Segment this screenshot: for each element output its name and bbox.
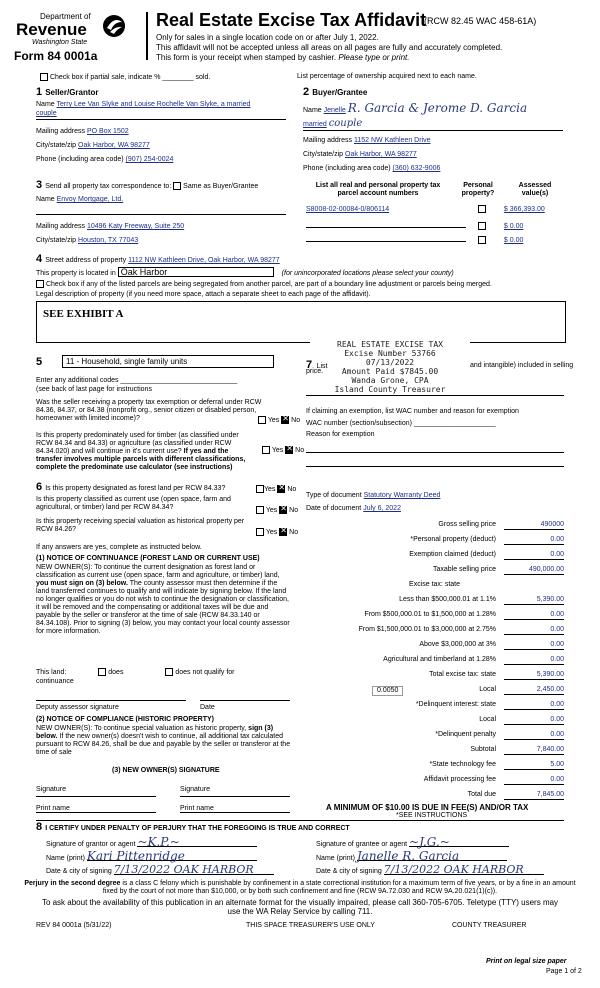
personal-property-checkbox-3[interactable] (478, 236, 486, 244)
gross-selling-price[interactable]: 490000 (504, 521, 564, 530)
buyer-city[interactable]: Oak Harbor, WA 98277 (345, 151, 417, 158)
parcels-col2: Personal property? (461, 182, 495, 197)
buyer-mailing-row: Mailing address 1152 NW Kathleen Drive (303, 137, 431, 144)
s6q1-no-checkbox[interactable] (277, 485, 285, 493)
tax-label: Subtotal (470, 746, 496, 753)
doc-type-row: Type of document Statutory Warranty Deed (306, 492, 441, 499)
parcels-col3: Assessed value(s) (518, 182, 552, 197)
buyer-married[interactable]: married (303, 121, 327, 128)
tax-bracket-1[interactable]: 5,390.00 (504, 596, 564, 605)
local-tax[interactable]: 2,450.00 (504, 686, 564, 695)
wac-row: WAC number (section/subsection) _____________________ (306, 420, 496, 427)
location-select[interactable]: Oak Harbor (118, 267, 274, 277)
grantee-date-city[interactable]: 7/13/2022 OAK HARBOR (384, 866, 544, 875)
property-street[interactable]: 1112 NW Kathleen Drive, Oak Harbor, WA 98277 (128, 257, 280, 264)
legal-description-box[interactable] (36, 301, 566, 343)
buyer-name-typed[interactable]: Jenelle (323, 107, 346, 114)
grantor-date-city[interactable]: 7/13/2022 OAK HARBOR (114, 866, 274, 875)
section3-heading: 3 Send all property tax correspondence to: Same as Buyer/Grantee (36, 179, 259, 191)
total-due[interactable]: 7,845.00 (504, 791, 564, 800)
delinquent-interest-local[interactable]: 0.00 (504, 716, 564, 725)
form-number: Form 84 0001a (14, 49, 98, 63)
tax-label: Total due (467, 791, 496, 798)
historic-question: Is this property receiving special valuation as historical property per RCW 84.26? (36, 518, 245, 533)
buyer-name-row: Name Jenelle R. Garcia & Jerome D. Garcia (303, 101, 528, 115)
stamp-line4: Amount Paid $7845.00 (341, 367, 439, 376)
deputy-sig-label: Deputy assessor signature (36, 704, 119, 711)
same-as-buyer-checkbox[interactable] (173, 182, 181, 190)
q2-yes-no: Yes ✕ No (262, 446, 304, 455)
seller-phone[interactable]: (907) 254-0024 (125, 156, 174, 163)
buyer-mailing[interactable]: 1152 NW Kathleen Drive (353, 137, 431, 144)
seller-mailing[interactable]: PO Box 1502 (86, 128, 129, 135)
section3-city-row: City/state/zip Houston, TX 77043 (36, 237, 139, 244)
parcel-row (306, 205, 568, 214)
see-instructions: *SEE INSTRUCTIONS (396, 812, 468, 819)
personal-property-checkbox-1[interactable] (478, 205, 486, 213)
answers-note: If any answers are yes, complete as instructed below. (36, 544, 202, 551)
parcels-col1: List all real and personal property tax parcel account numbers (315, 182, 441, 197)
grantee-date-row: Date & city of signing 7/13/2022 OAK HARBOR (316, 866, 544, 876)
new-owner-print-label-1: Print name (36, 805, 70, 812)
s6q1-yes-checkbox[interactable] (256, 485, 264, 493)
section5-number: 5 (36, 356, 43, 368)
s6q2-no-checkbox[interactable] (279, 506, 287, 514)
seller-mailing-row: Mailing address PO Box 1502 (36, 128, 129, 135)
tax-label: Above $3,000,000 at 3% (419, 641, 496, 648)
buyer-city-row: City/state/zip Oak Harbor, WA 98277 (303, 151, 417, 158)
tax-label: From $500,000.01 to $1,500,000 at 1.28% (364, 611, 496, 618)
stamp-line2: Excise Number 53766 (344, 349, 436, 358)
alternate-format: To ask about the availability of this publication in an alternate format for the visually impaired, please call 360-705-6705. Teletype (TTY) users may use the WA Relay Service by calling 711. (41, 898, 559, 916)
forest-question: 6 Is this property designated as forest land per RCW 84.33? (36, 481, 226, 493)
seller-heading: 1 Seller/Grantor (36, 86, 99, 98)
segregated-checkbox[interactable] (36, 280, 44, 288)
q1-no-checkbox[interactable] (281, 416, 289, 424)
street-row: 4 Street address of property 1112 NW Kathleen Drive, Oak Harbor, WA 98277 (36, 253, 280, 265)
tax-label: Local (479, 716, 496, 723)
total-state-tax[interactable]: 5,390.00 (504, 671, 564, 680)
perjury-notice: Perjury in the second degree is a class C felony which is punishable by confinement in a state correctional institution for a maximum term of five years, or by a fine in an amount fixed by the court of not more than $10,000, or by both such confinement and fine (RCW 9A.72.030 and RCW 9A.20.021(1)(c)). (24, 880, 576, 895)
additional-codes-label: Enter any additional codes ______________________________ (36, 377, 238, 384)
header-divider (146, 12, 148, 60)
does-not-checkbox[interactable] (165, 668, 173, 676)
buyer-heading: 2 Buyer/Grantee (303, 86, 368, 98)
grantee-sig-row: Signature of grantee or agent ~J.G.~ (316, 838, 509, 849)
county-treasurer: COUNTY TREASURER (452, 922, 527, 929)
seller-phone-row: Phone (including area code) (907) 254-0024 (36, 156, 174, 163)
grantor-name-row: Name (print) Kari Pittenridge (46, 852, 257, 863)
new-owner-sig-label-1: Signature (36, 786, 66, 793)
tax-label: Total excise tax: state (429, 671, 496, 678)
s6q3-yes-no: Yes ✕ No (256, 528, 298, 537)
seller-name-line2[interactable]: couple (36, 110, 57, 117)
assessed-value-2[interactable]: $ 0.00 (503, 223, 524, 230)
state-technology-fee[interactable]: 5.00 (504, 761, 564, 770)
notice1-text: NEW OWNER(S): To continue the current designation as forest land or classification as current use (open space, farm and agriculture, or timber) land, you must sign on (3) below. The county assessor must then determine if the land transferred continues to qualify and will indicate by signing below. If the land no longer qualifies or you do not wish to continue the designation or classification, it will be removed and the compensating or additional taxes will be due and payable by the seller or transferor at the time of sale (RCW 84.33.140 or 84.34.108). Prior to signing (3) below, you may contact your local county assessor for more information. (36, 564, 290, 635)
exemption-label: If claiming an exemption, list WAC number and reason for exemption (306, 408, 519, 415)
notice1-title: (1) NOTICE OF CONTINUANCE (FOREST LAND OR CURRENT USE) (36, 555, 260, 562)
seller-city-row: City/state/zip Oak Harbor, WA 98277 (36, 142, 150, 149)
assessed-value-3[interactable]: $ 0.00 (503, 237, 524, 244)
use-code-select[interactable]: 11 - Household, single family units (62, 355, 274, 368)
agricultural-tax[interactable]: 0.00 (504, 656, 564, 665)
minimum-due: A MINIMUM OF $10.00 IS DUE IN FEE(S) AND/OR TAX (326, 803, 529, 812)
section3-name-row: Name Envoy Mortgage, Ltd. (36, 196, 124, 203)
tax-bracket-4[interactable]: 0.00 (504, 641, 564, 650)
taxable-selling-price[interactable]: 490,000.00 (504, 566, 564, 575)
tax-label: *Delinquent interest: state (415, 701, 496, 708)
grantor-sig-row: Signature of grantor or agent ~K.P.~ (46, 838, 257, 849)
new-owner-print-label-2: Print name (180, 805, 214, 812)
treasurer-stamp (310, 340, 470, 394)
tax-label: *Delinquent penalty (435, 731, 496, 738)
exemption-claimed[interactable]: 0.00 (504, 551, 564, 560)
does-checkbox[interactable] (98, 668, 106, 676)
buyer-phone-row: Phone (including area code) (360) 632-9006 (303, 165, 441, 172)
s6q2-yes-no: Yes ✕ No (256, 506, 298, 515)
s6q2-yes-checkbox[interactable] (256, 506, 264, 514)
grantor-signature[interactable]: ~K.P.~ (137, 838, 257, 847)
new-owner-sig-label-2: Signature (180, 786, 210, 793)
legal-description-text: SEE EXHIBIT A (43, 308, 124, 320)
grantor-print-name[interactable]: Kari Pittenridge (87, 852, 257, 861)
current-use-question: Is this property classified as current use (open space, farm and agricultural, or timber) land per RCW 84.34? (36, 496, 231, 511)
form-statute: (RCW 82.45 WAC 458-61A) (424, 16, 537, 26)
stamp-line1: REAL ESTATE EXCISE TAX (337, 340, 443, 349)
section3-name[interactable]: Envoy Mortgage, Ltd. (56, 196, 124, 203)
buyer-couple-handwritten[interactable]: couple (328, 118, 363, 129)
tax-label: Less than $500,000.01 at 1.1% (399, 596, 496, 603)
tax-label: *Personal property (deduct) (410, 536, 496, 543)
parcel-number-2[interactable] (306, 219, 466, 228)
notice2-title: (2) NOTICE OF COMPLIANCE (HISTORIC PROPERTY) (36, 716, 214, 723)
section3-mailing-row: Mailing address 10496 Katy Freeway, Suite 250 (36, 223, 185, 230)
stamp-line3: 07/13/2022 (365, 358, 415, 367)
personal-property-deduct[interactable]: 0.00 (504, 536, 564, 545)
parcel-row (306, 233, 568, 245)
tax-label: Agricultural and timberland at 1.28% (383, 656, 496, 663)
notice3-title: (3) NEW OWNER(S) SIGNATURE (112, 767, 220, 774)
print-legal: Print on legal size paper (486, 958, 567, 965)
notice2-text: NEW OWNER(S): To continue special valuation as historic property, sign (3) below. If the new owner(s) doesn't wish to continue, all additional tax calculated pursuant to RCW 84.26, shall be due and payable by the seller or transferor at the time of sale (36, 725, 291, 756)
grantee-name-row: Name (print) Janelle R. Garcia (316, 852, 507, 863)
tax-label: Affidavit processing fee (423, 776, 496, 783)
tax-label: Taxable selling price (432, 566, 496, 573)
dept-line2: Revenue (16, 20, 87, 39)
section3-city[interactable]: Houston, TX 77043 (78, 237, 139, 244)
rev-number: REV 84 0001a (5/31/22) (36, 922, 112, 929)
tax-label: Local (479, 686, 496, 693)
section7-text: and intangible) included in selling (470, 362, 574, 369)
doc-type[interactable]: Statutory Warranty Deed (363, 492, 441, 499)
subtotal[interactable]: 7,840.00 (504, 746, 564, 755)
ownership-note: List percentage of ownership acquired next to each name. (297, 73, 477, 80)
buyer-phone[interactable]: (360) 632-9006 (392, 165, 441, 172)
s6q1-yes-no: Yes ✕ No (256, 485, 296, 494)
doc-date[interactable]: July 6, 2022 (363, 505, 401, 512)
deputy-date-label: Date (200, 704, 215, 711)
parcel-number-1[interactable]: S8008-02-00084-0/806114 (306, 205, 390, 213)
dept-line1: Department of (40, 12, 91, 21)
reason-label: Reason for exemption (306, 431, 375, 438)
stamp-line6: Island County Treasurer (334, 385, 446, 394)
located-row: This property is located in Oak Harbor (for unincorporated locations please select your county) (36, 267, 454, 277)
tax-bracket-2[interactable]: 0.00 (504, 611, 564, 620)
legal-description-label: Legal description of property (if you need more space, attach a separate sheet to each page of the affidavit). (36, 291, 371, 298)
logo-swirl-icon (102, 14, 126, 38)
q1-yes-checkbox[interactable] (258, 416, 266, 424)
tax-label: Excise tax: state (409, 581, 460, 588)
header-line3: This form is your receipt when stamped by cashier. Please type or print. (156, 53, 410, 62)
stamp-line5: Wanda Grone, CPA (351, 376, 429, 385)
tax-bracket-3[interactable]: 0.00 (504, 626, 564, 635)
s6q3-no-checkbox[interactable] (279, 528, 287, 536)
segregated-row: Check box if any of the listed parcels are being segregated from another parcel, are part of a boundary line adjustment or parcels being merged. (36, 280, 586, 289)
s6q3-yes-checkbox[interactable] (256, 528, 264, 536)
assessed-value-1[interactable]: $ 366,393.00 (503, 205, 545, 213)
tax-label: Gross selling price (438, 521, 496, 528)
seller-name-row: Name Terry Lee Van Slyke and Louise Rochelle Van Slyke, a married (36, 101, 251, 108)
section7-number: 7 List (306, 359, 328, 371)
header-line1: Only for sales in a single location code on or after July 1, 2022. (156, 33, 379, 42)
parcel-number-3[interactable] (306, 233, 466, 242)
exemption-question: Was the seller receiving a property tax exemption or deferral under RCW 84.36, 84.37, or 84.38 (nonprofit org., senior citizen or disabled person, homeowner with limited income)? (36, 399, 262, 422)
dept-line3: Washington State (32, 39, 88, 46)
personal-property-checkbox-2[interactable] (478, 222, 486, 230)
doc-date-row: Date of document July 6, 2022 (306, 505, 401, 512)
dor-logo (10, 12, 140, 62)
delinquent-interest-state[interactable]: 0.00 (504, 701, 564, 710)
grantee-print-name[interactable]: Janelle R. Garcia (357, 852, 507, 861)
grantee-signature[interactable]: ~J.G.~ (409, 838, 509, 847)
header-line2: This affidavit will not be accepted unless all areas on all pages are fully and accurately completed. (156, 43, 503, 52)
continuance-label: continuance (36, 678, 74, 685)
affidavit-processing-fee[interactable]: 0.00 (504, 776, 564, 785)
timber-question: Is this property predominately used for timber (as classified under RCW 84.34 and 84.33) or agriculture (as classified under RCW 84.34.020) and will continue in it's current use? If yes and the transfer involves multiple parcels with different classifications, complete the predominate use calculator (see instructions) (36, 432, 246, 471)
tax-label: Exemption claimed (deduct) (409, 551, 496, 558)
form-title: Real Estate Excise Tax Affidavit (156, 10, 427, 30)
partial-sale-row: Check box if partial sale, indicate % ________ sold. (40, 73, 210, 82)
grantor-date-row: Date & city of signing 7/13/2022 OAK HARBOR (46, 866, 274, 876)
parcel-row (306, 219, 568, 231)
page-number: Page 1 of 2 (546, 968, 582, 975)
delinquent-penalty[interactable]: 0.00 (504, 731, 564, 740)
tax-label: *State technology fee (429, 761, 496, 768)
seller-name[interactable]: Terry Lee Van Slyke and Louise Rochelle Van Slyke, a married (56, 101, 251, 108)
partial-sale-checkbox[interactable] (40, 73, 48, 81)
see-back: (see back of last page for instructions (36, 386, 152, 393)
q2-no-checkbox[interactable] (285, 446, 293, 454)
tax-label: From $1,500,000.01 to $3,000,000 at 2.75% (358, 626, 496, 633)
q1-yes-no: Yes ✕ No (258, 416, 300, 425)
q2-yes-checkbox[interactable] (262, 446, 270, 454)
buyer-name-handwritten[interactable]: R. Garcia & Jerome D. Garcia (347, 101, 528, 115)
seller-city[interactable]: Oak Harbor, WA 98277 (78, 142, 150, 149)
this-land-row: This land: does does not qualify for (36, 668, 235, 676)
section7-price: price. (306, 368, 324, 375)
buyer-name-line2 (303, 120, 362, 129)
local-rate[interactable]: 0.0050 (372, 686, 403, 696)
certify-row: 8 I CERTIFY UNDER PENALTY OF PERJURY THAT THE FOREGOING IS TRUE AND CORRECT (36, 821, 350, 833)
section3-mailing[interactable]: 10496 Katy Freeway, Suite 250 (86, 223, 185, 230)
treasurer-only: THIS SPACE TREASURER'S USE ONLY (246, 922, 375, 929)
